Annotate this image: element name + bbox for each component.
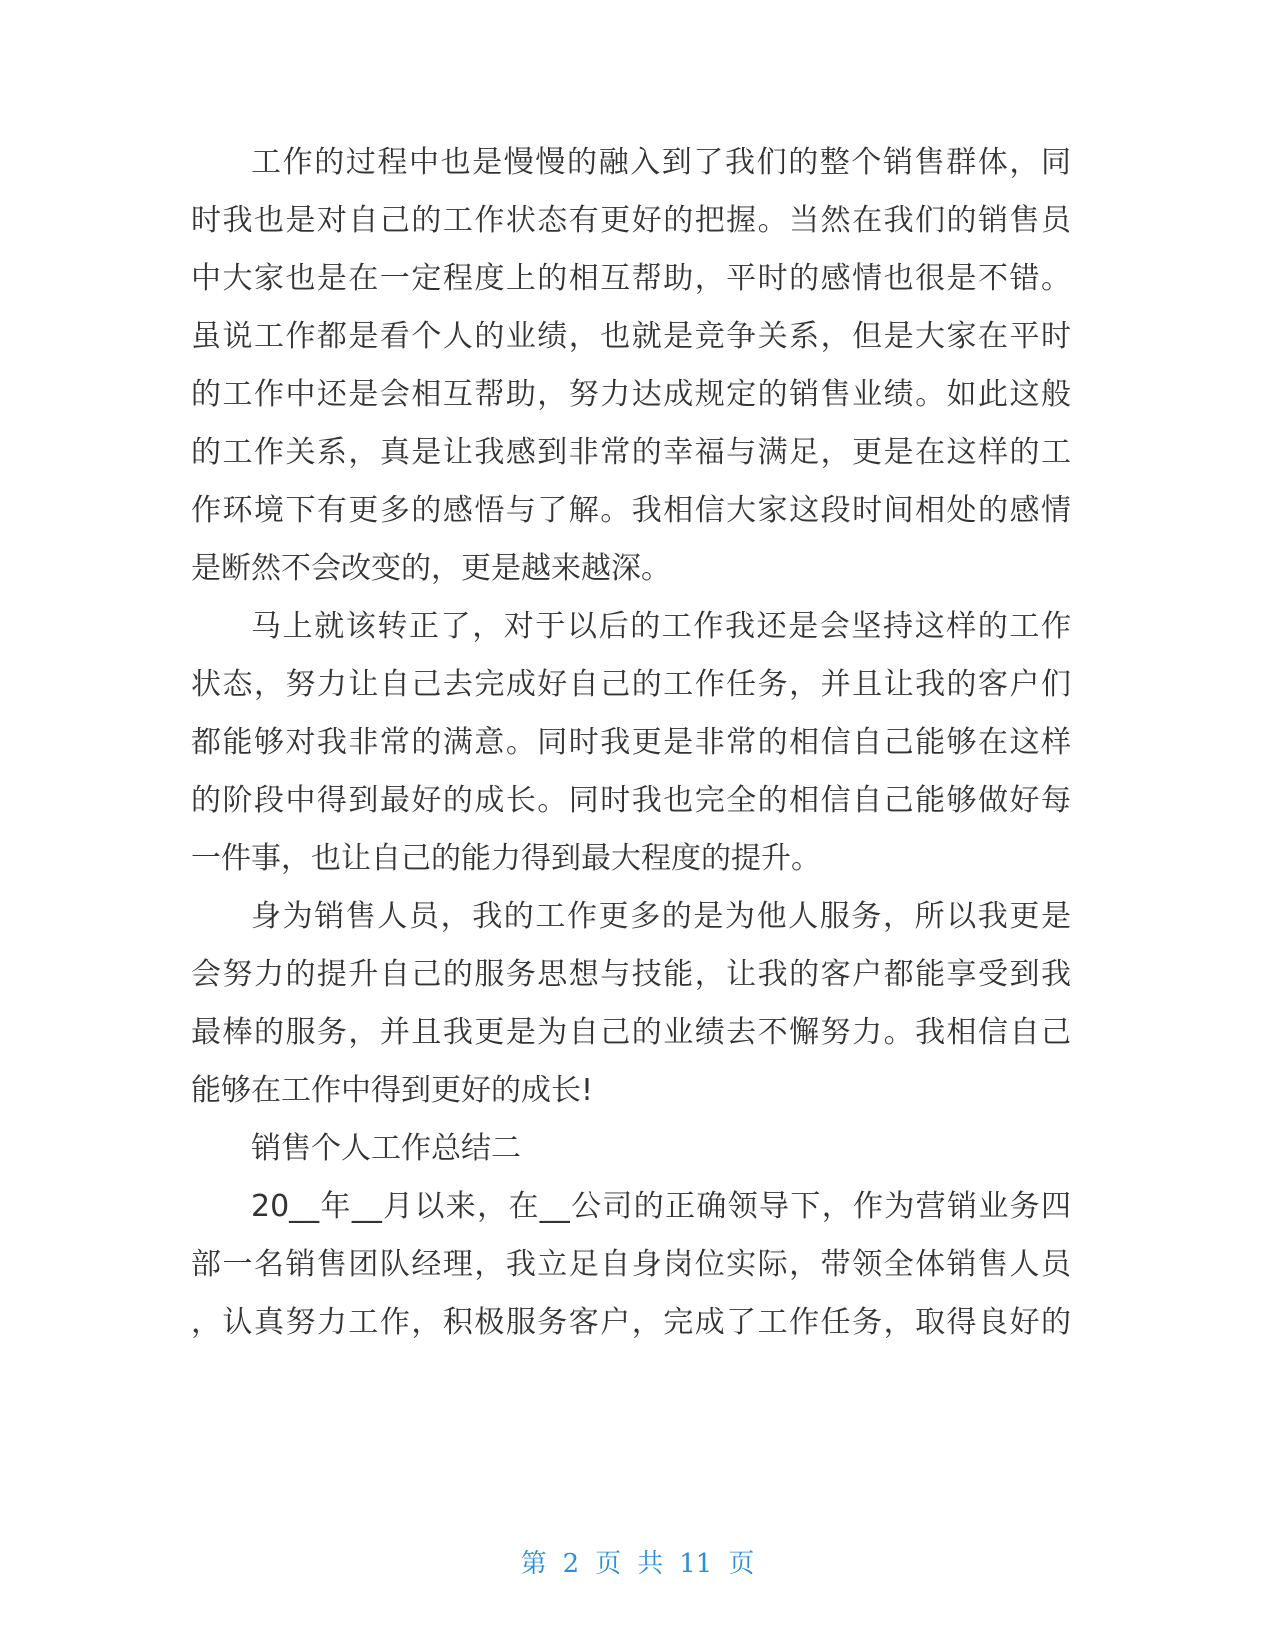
paragraph-4-line-1: 20__年__月以来，在__公司的正确领导下，作为营销业务四	[251, 1189, 1071, 1224]
section-heading: 销售个人工作总结二	[251, 1131, 521, 1166]
paragraph-2-line-4: 的阶段中得到最好的成长。同时我也完全的相信自己能够做好每	[191, 783, 1071, 818]
paragraph-1-line-8: 是断然不会改变的，更是越来越深。	[191, 551, 671, 586]
paragraph-1-line-7: 作环境下有更多的感悟与了解。我相信大家这段时间相处的感情	[191, 493, 1071, 528]
paragraph-3-line-2: 会努力的提升自己的服务思想与技能，让我的客户都能享受到我	[191, 957, 1071, 992]
paragraph-1-line-3: 中大家也是在一定程度上的相互帮助，平时的感情也很是不错。	[191, 261, 1071, 296]
paragraph-3-line-4: 能够在工作中得到更好的成长!	[191, 1073, 594, 1108]
paragraph-2-line-3: 都能够对我非常的满意。同时我更是非常的相信自己能够在这样	[191, 725, 1071, 760]
footer-current-page: 2	[562, 1549, 580, 1579]
footer-page-label: 第	[520, 1549, 547, 1579]
paragraph-1-line-5: 的工作中还是会相互帮助，努力达成规定的销售业绩。如此这般	[191, 377, 1071, 412]
footer-total-unit: 页	[728, 1549, 755, 1579]
paragraph-3-line-3: 最棒的服务，并且我更是为自己的业绩去不懈努力。我相信自己	[191, 1015, 1071, 1050]
paragraph-3-line-1: 身为销售人员，我的工作更多的是为他人服务，所以我更是	[251, 899, 1071, 934]
paragraph-2-line-1: 马上就该转正了，对于以后的工作我还是会坚持这样的工作	[251, 609, 1071, 644]
paragraph-4-line-3: ，认真努力工作，积极服务客户，完成了工作任务，取得良好的	[191, 1305, 1071, 1340]
paragraph-2-line-2: 状态，努力让自己去完成好自己的工作任务，并且让我的客户们	[191, 667, 1071, 702]
paragraph-2-line-5: 一件事，也让自己的能力得到最大程度的提升。	[191, 841, 821, 876]
page-footer	[0, 1546, 1275, 1582]
paragraph-4-line-2: 部一名销售团队经理，我立足自身岗位实际，带领全体销售人员	[191, 1247, 1071, 1282]
footer-total-label: 共	[637, 1549, 664, 1579]
footer-page-unit: 页	[595, 1549, 622, 1579]
footer-total-pages: 11	[679, 1549, 713, 1579]
paragraph-1-line-4: 虽说工作都是看个人的业绩，也就是竞争关系，但是大家在平时	[191, 319, 1071, 354]
paragraph-1-line-2: 时我也是对自己的工作状态有更好的把握。当然在我们的销售员	[191, 203, 1071, 238]
paragraph-1-line-6: 的工作关系，真是让我感到非常的幸福与满足，更是在这样的工	[191, 435, 1071, 470]
paragraph-1-line-1: 工作的过程中也是慢慢的融入到了我们的整个销售群体，同	[251, 145, 1071, 180]
